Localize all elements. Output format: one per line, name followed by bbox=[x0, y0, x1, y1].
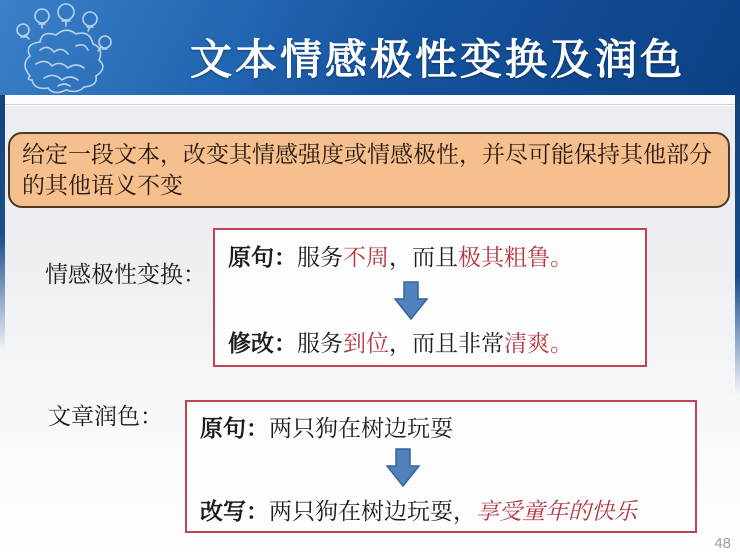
highlighted-word: 不周 bbox=[343, 245, 389, 270]
highlighted-word: 到位 bbox=[343, 331, 389, 356]
header-separator bbox=[0, 95, 740, 105]
polish-example-box bbox=[185, 400, 697, 533]
polarity-modified-sentence: 修改：服务到位，而且非常清爽。 bbox=[228, 331, 573, 356]
page-number: 48 bbox=[714, 535, 731, 552]
page-title: 文本情感极性变换及润色 bbox=[189, 38, 685, 84]
polarity-original-sentence: 原句：服务不周，而且极其粗鲁。 bbox=[228, 245, 573, 270]
highlighted-word: 清爽。 bbox=[504, 331, 573, 356]
left-edge-strip bbox=[0, 95, 5, 350]
task-definition-box bbox=[8, 132, 730, 208]
rewritten-tag: 改写： bbox=[200, 499, 269, 524]
modified-tag: 修改： bbox=[228, 331, 297, 356]
highlighted-phrase: 享受童年的快乐 bbox=[476, 499, 637, 524]
original-tag: 原句： bbox=[200, 416, 269, 441]
polish-original-sentence: 原句：两只狗在树边玩耍 bbox=[200, 416, 453, 441]
polish-section-label: 文章润色： bbox=[48, 404, 163, 429]
down-arrow-icon bbox=[393, 281, 429, 321]
brain-lightbulbs-icon bbox=[6, 2, 116, 95]
polarity-example-box bbox=[213, 228, 647, 367]
down-arrow-icon bbox=[385, 448, 421, 488]
task-definition-text: 给定一段文本，改变其情感强度或情感极性，并尽可能保持其他部分的其他语义不变 bbox=[22, 142, 712, 198]
highlighted-word: 极其粗鲁。 bbox=[458, 245, 573, 270]
right-edge-strip bbox=[735, 95, 740, 395]
original-tag: 原句： bbox=[228, 245, 297, 270]
polish-rewritten-sentence: 改写：两只狗在树边玩耍，享受童年的快乐 bbox=[200, 499, 637, 524]
polarity-section-label: 情感极性变换： bbox=[45, 262, 206, 287]
slide-header bbox=[0, 0, 740, 95]
